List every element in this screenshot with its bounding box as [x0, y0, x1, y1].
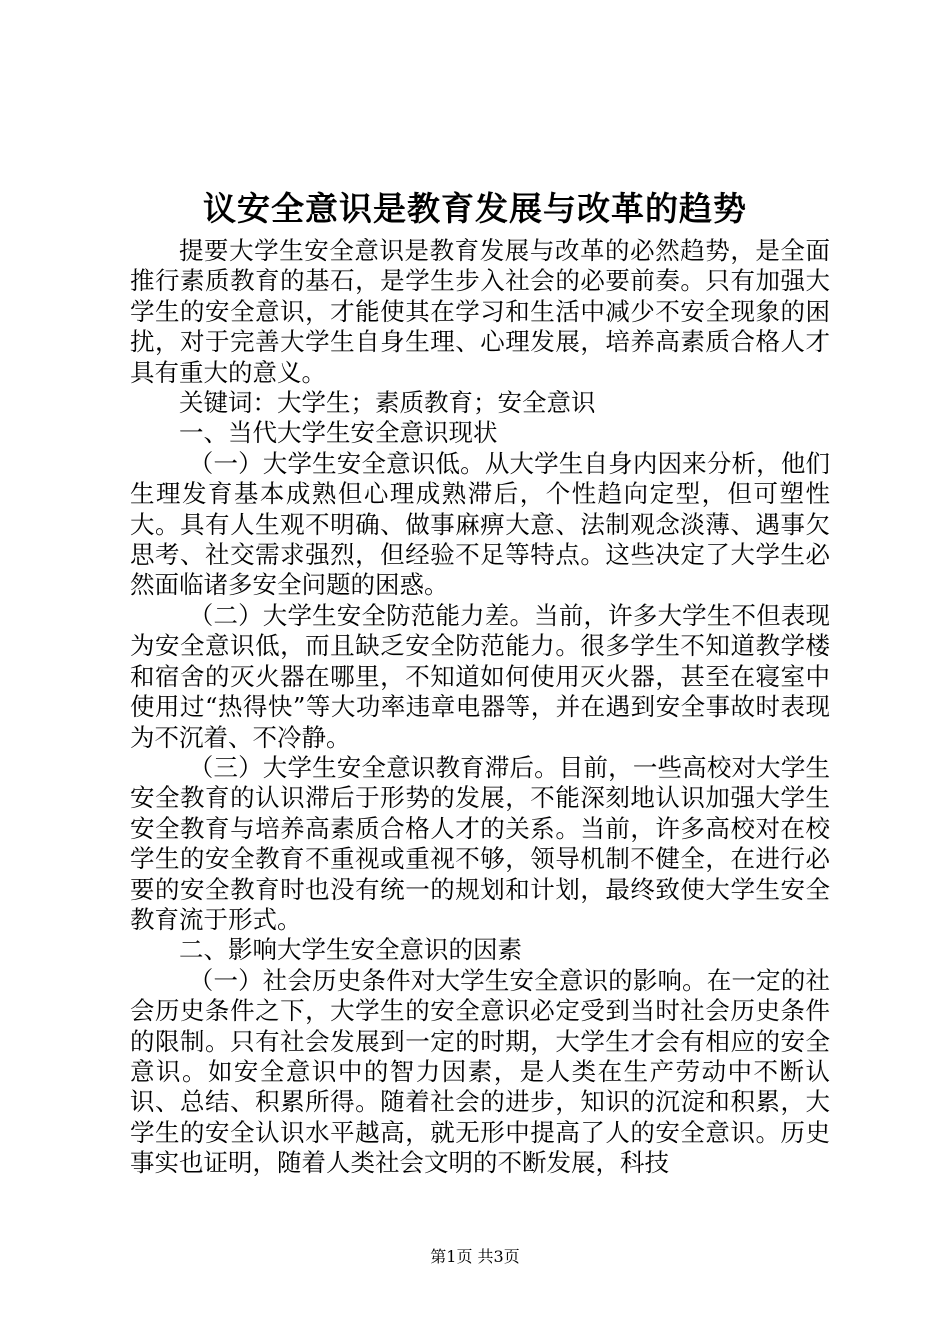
- body-paragraph: （二）大学生安全防范能力差。当前，许多大学生不但表现为安全意识低，而且缺乏安全防范能力。很多学生不知道教学楼和宿舍的灭火器在哪里，不知道如何使用灭火器，甚至在寝室中使用过“热得快”等大功率违章电器等，并在遇到安全事故时表现为不沉着、不冷静。: [130, 600, 830, 752]
- keywords-line: 关键词：大学生；素质教育；安全意识: [179, 388, 596, 418]
- section-heading-2: 二、影响大学生安全意识的因素: [179, 935, 522, 965]
- document-body: [130, 236, 830, 1179]
- section-heading-1: 一、当代大学生安全意识现状: [179, 418, 498, 448]
- body-paragraph: （一）社会历史条件对大学生安全意识的影响。在一定的社会历史条件之下，大学生的安全意识必定受到当时社会历史条件的限制。只有社会发展到一定的时期，大学生才会有相应的安全意识。如安全意识中的智力因素，是人类在生产劳动中不断认识、总结、积累所得。随着社会的进步，知识的沉淀和积累，大学生的安全认识水平越高，就无形中提高了人的安全意识。历史事实也证明，随着人类社会文明的不断发展，科技: [130, 965, 830, 1178]
- body-paragraph: （一）大学生安全意识低。从大学生自身内因来分析，他们生理发育基本成熟但心理成熟滞后，个性趋向定型，但可塑性大。具有人生观不明确、做事麻痹大意、法制观念淡薄、遇事欠思考、社交需求强烈，但经验不足等特点。这些决定了大学生必然面临诸多安全问题的困惑。: [130, 448, 830, 600]
- body-paragraph: （三）大学生安全意识教育滞后。目前，一些高校对大学生安全教育的认识滞后于形势的发展，不能深刻地认识加强大学生安全教育与培养高素质合格人才的关系。当前，许多高校对在校学生的安全教育不重视或重视不够，领导机制不健全，在进行必要的安全教育时也没有统一的规划和计划，最终致使大学生安全教育流于形式。: [130, 752, 830, 934]
- document-title: 议安全意识是教育发展与改革的趋势: [203, 189, 747, 228]
- abstract-paragraph: 提要大学生安全意识是教育发展与改革的必然趋势，是全面推行素质教育的基石，是学生步入社会的必要前奏。只有加强大学生的安全意识，才能使其在学习和生活中减少不安全现象的困扰，对于完善大学生自身生理、心理发展，培养高素质合格人才具有重大的意义。: [130, 236, 830, 387]
- page-number-footer: 第1页 共3页: [430, 1247, 520, 1266]
